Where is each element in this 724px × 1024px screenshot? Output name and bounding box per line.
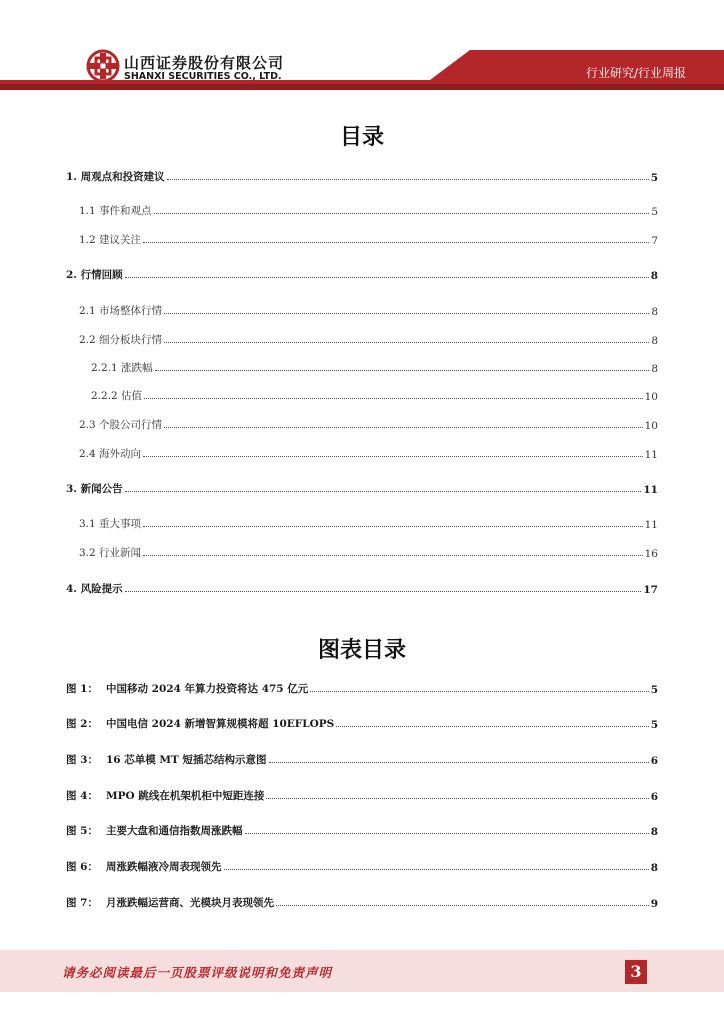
figure-entry[interactable]: 图 4： MPO 跳线在机架机柜中短距连接 6: [66, 790, 658, 803]
toc-entry[interactable]: 2.1 市场整体行情 8: [79, 305, 658, 318]
toc-entry[interactable]: 4. 风险提示 17: [66, 583, 658, 596]
figures-title: 图表目录: [317, 638, 406, 663]
company-name-cn: 山西证券股份有限公司: [124, 54, 285, 72]
toc-entry[interactable]: 2.4 海外动向 11: [79, 448, 658, 461]
toc-entry[interactable]: 1.2 建议关注 7: [79, 234, 658, 247]
figure-entry[interactable]: 图 7： 月涨跌幅运营商、光模块月表现领先 9: [66, 897, 658, 910]
toc-entry[interactable]: 1.1 事件和观点 5: [79, 205, 658, 218]
figure-entry[interactable]: 图 1： 中国移动 2024 年算力投资将达 475 亿元 5: [66, 683, 658, 696]
toc-entry[interactable]: 2.2.2 估值 10: [91, 390, 658, 403]
toc-entry[interactable]: 2.2 细分板块行情 8: [79, 334, 658, 347]
page-header: [0, 0, 724, 100]
report-category: 行业研究/行业周报: [585, 66, 686, 80]
disclaimer-notice: 请务必阅读最后一页股票评级说明和免责声明: [62, 965, 333, 980]
toc-entry[interactable]: 1. 周观点和投资建议 5: [66, 171, 658, 184]
company-name-en: SHANXI SECURITIES CO., LTD.: [124, 71, 282, 82]
toc-entry[interactable]: 3. 新闻公告 11: [66, 483, 658, 496]
toc-entry[interactable]: 2. 行情回顾 8: [66, 269, 658, 282]
figure-entry[interactable]: 图 5： 主要大盘和通信指数周涨跌幅 8: [66, 825, 658, 838]
page-number: 3: [625, 960, 647, 984]
figure-entry[interactable]: 图 3： 16 芯单模 MT 短插芯结构示意图 6: [66, 754, 658, 767]
toc-entry[interactable]: 3.2 行业新闻 16: [79, 547, 658, 560]
toc-entry[interactable]: 3.1 重大事项 11: [79, 518, 658, 531]
figure-entry[interactable]: 图 2： 中国电信 2024 新增智算规模将超 10EFLOPS 5: [66, 718, 658, 731]
company-logo-icon: [86, 49, 120, 83]
toc-entry[interactable]: 2.2.1 涨跌幅 8: [91, 362, 658, 375]
figure-entry[interactable]: 图 6： 周涨跌幅液冷周表现领先 8: [66, 861, 658, 874]
toc-entry[interactable]: 2.3 个股公司行情 10: [79, 419, 658, 432]
toc-title: 目录: [339, 125, 384, 150]
